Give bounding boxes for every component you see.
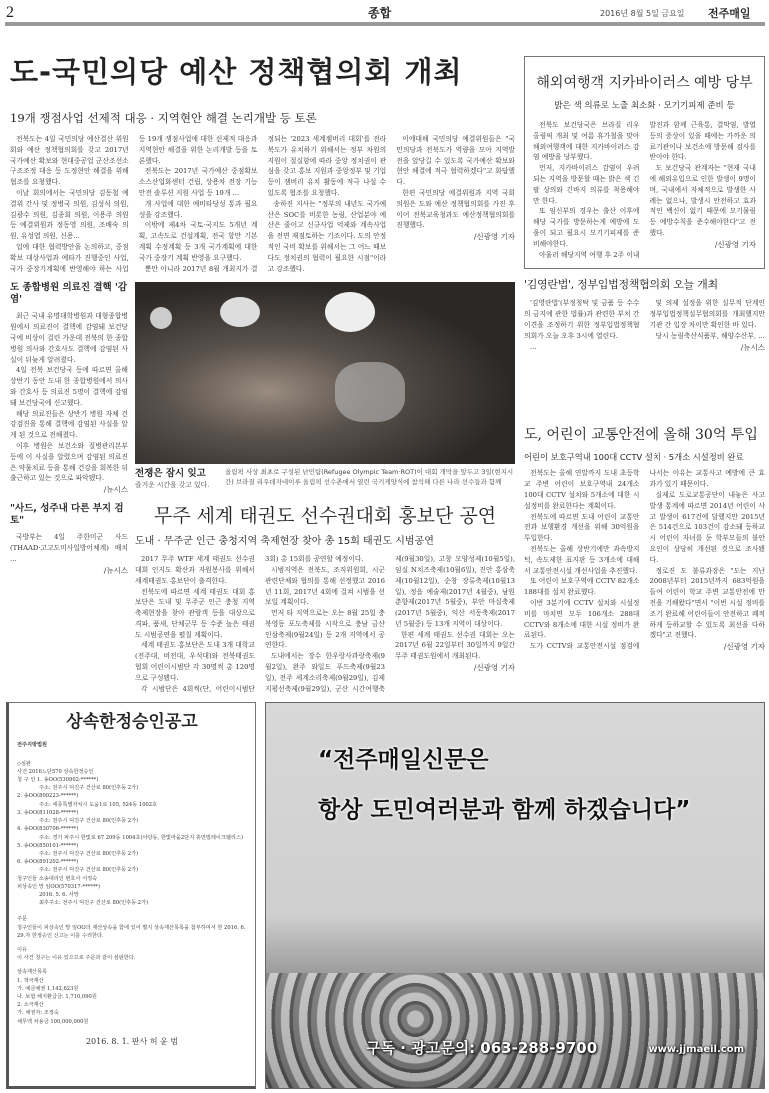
paragraph: 전북도는 올해 상반기에만 과속방지턱, 속도제한 표지판 등 3개소에 대해서 교통안전시설 개선사업을 추진했다. [524,544,640,575]
paragraph: 3. 송OO(811028-******) [17,809,79,816]
paragraph: 이에대해 국민의당 예결위원들은 "국민의당과 전북도가 역량을 모아 지역발전을 앞당길 수 있도록 국가예산 확보와 현안 해결에 적극 협력하겠다"고 화답했다. [396,135,515,187]
right-area [524,44,765,694]
page-content [0,44,769,1091]
paragraph: 1. 적극재산 [17,977,44,984]
middle-row [10,282,515,495]
taekwondo-article [135,503,515,694]
paragraph: 업에 대한 협력방안을 논의하고, 중점 확보 대상사업과 예타가 진행중인 사업, 국가 중장기계획에 반영해야 하는 사업 등 19개 쟁점사업에 대한 선제적 대응과 지역현안 해결을 위한 논리개발 등을 토론했다. [10,135,258,273]
ad-slogan-line1: “전주매일신문은 [318,747,489,774]
left-area [10,44,515,694]
notice-reason-heading: 이유 [17,946,28,953]
ad-slogan-line2: 항상 도민여러분과 함께 하겠습니다” [318,797,691,824]
taekwondo-headline: 무주 세계 태권도 선수권대회 홍보단 공연 [153,505,497,528]
paragraph: 2017 무주 WTF 세계 태권도 선수권대회 인지도 확산과 자원봉사를 위해서 세계태권도 홍보단이 출격한다. [135,555,255,585]
tb-body [10,311,128,495]
paragraph: 전북도는 2017년 국가예산 중점확보 소스산업화센터 건립, 상용차 전장 기능안전 솔루션 지원 사업 등 19개 ... [138,167,258,197]
sign-placard [150,307,172,329]
paragraph: 전북도 보건당국은 브라질 리우 올림픽 개최 및 여름 휴가철을 맞아 해외여행객에 대한 지카바이러스 감염 예방을 당부했다. [533,121,640,162]
sign-placard [220,297,260,327]
ad-contact: 구독 · 광고문의: 063-288-9700 [366,1039,598,1057]
notice-court: 전주지방법원 [17,742,48,749]
paragraph-list [17,977,247,1026]
paragraph: 주소: 전주시 덕진구 건산로 80(인후동 2가) [39,818,139,825]
crowd-figure [335,362,405,422]
bottom-section [0,694,769,1091]
byline: /신광영 기자 [714,239,756,249]
ad-url[interactable]: www.jjmaeil.com [648,1044,744,1055]
photo-caption-left [135,467,217,490]
notice-order: 청구인들이 피상속인 망 임OO의 재산상속을 함에 있어 별지 상속재산목록을 첨부하여서 한 2016. 6. 29.자 한정승인 신고는 이를 수리한다. [17,924,246,939]
paragraph: 당시 농림축산식품부, 해양수산부, ... [655,331,765,340]
main-subheadline: 19개 쟁점사업 선제적 대응 · 지역현안 해결 논리개발 등 토론 [10,111,317,125]
cctv-subheadline: 어린이 보호구역내 100대 CCTV 설치 · 5개소 시설정비 완료 [524,452,744,463]
news-photo [135,282,515,464]
notice-order-heading: 주문 [17,916,28,923]
paragraph: 이밖에 제4차 국토·국지도 5개년 계획, 고속도로 건설계획, 전국 항만 기본계획 수정계획 등 3개 국가계획에 대한 국가 중장기 계획 반영을 요구했다. [138,221,258,262]
paragraph: 주소: 경기 파주시 한빛로 67 209동 1004호(야당동, 한빛마을2단지 휴먼빌레이크팰리스) [39,834,243,841]
byline: /뉴시스 [103,565,128,575]
paragraph: 주소: 전주시 덕진구 건산로 80(인후동 2가) [39,785,139,792]
notice-case-line: 사건 2016느단570 상속한정승인 [17,768,94,775]
paragraph: 이번 3분기에 CCTV 설치와 시설정비를 마치면 모두 106개소 288대 CCTV와 8개소에 대한 시설 정비가 완료된다. [524,598,640,640]
zika-subheadline: 밝은 색 의류로 노출 최소화 · 모기기피제 준비 등 [554,101,735,111]
notice-reason: 이 사건 청구는 이유 있으므로 주문과 같이 심판한다. [17,955,136,962]
photo-block [135,282,515,495]
paragraph: 이날 회의에서는 국민의당 김동철 예결위 간사 및 정병국 의원, 김성식 의원, 김광수 의원, 김종회 의원, 이용주 의원 등 예결위원과 정동영 의원, 조배숙 의원, 유성엽 의원, 신용... [10,188,129,241]
tb-article [10,282,128,495]
kim-article [524,277,765,417]
paragraph: 개 사업에 대한 예비타당성 통과 필요성을 강조했다. [138,199,258,219]
paragraph: 청구인들 소송대리인 변호사 서정숙 [17,875,98,882]
thaad-article [10,503,128,694]
paragraph: 채무액 차용금 100,000,000원 [17,1018,89,1025]
main-headline: 도-국민의당 예산 정책협의회 개최 [10,55,463,89]
paragraph: 전북도는 올해 연말까지 도내 초등학교 주변 어린이 보호구역내 24개소 100대 CCTV 설치와 5개소에 대한 시설정비를 완료한다는 계획이다. [524,469,640,510]
paragraph: 한편 세계 태권도 선수권 대회는 오는 2017년 6월 22일부터 30일까지 9일간 무주 태권도원에서 개최된다. [395,630,515,661]
paragraph: 아울러 해당지역 여행 후 2주 이내 발진과 함께 근육통, 결막염, 발열 등의 증상이 있을 때에는 가까운 의료기관이나 보건소에 방문해 검사를 받아야 한다. [539,121,756,259]
zika-headline: 해외여행객 지카바이러스 예방 당부 [536,75,753,91]
paragraph: 전북도는 4일 국민의당 예산결산 위원회와 예산 정책협의회를 갖고 2017년 국가예산 확보와 현대중공업 군산조선소 구조조정 대응 등 도정현안 해결을 위해 협조를 요청했다. [10,135,129,187]
paragraph-list [17,776,247,907]
paragraph-list [10,532,128,564]
paragraph-list [10,134,515,274]
lower-row [10,503,515,694]
photo-caption-sub: 즐거운 시간을 갖고 있다. [135,481,210,490]
zika-article [524,56,765,269]
notice-signature: 2016. 8. 1. 판사 허 윤 범 [85,1036,179,1046]
paragraph: 및 의제 설정을 위한 실무적 단계인 정부입법정책실무협의회를 개최했지만 기관 간 입장 차이만 확인한 바 있다. [649,299,765,329]
paragraph: 4. 송OO(830706-******) [17,826,79,833]
byline: /뉴시스 [740,342,765,352]
paragraph: 실제로 도로교통공단이 내놓은 사고 발생 통계에 따르면 2014년 어린이 사고 발생이 617건에 달했지만 2015년은 514건으로 103건이 감소돼 등하교시 어린이 자녀를 둔 학부모들의 불안 요인이 상당히 개선된 것으로 조사됐다. [649,490,765,564]
photo-caption-title: 전쟁은 잠시 잊고 [135,468,206,480]
sign-placard [325,292,375,332]
paragraph: 2. 소극재산 [17,1002,44,1009]
paragraph: ... [530,342,537,351]
cctv-article [524,425,765,652]
paragraph: 또 어린이 보호구역에 CCTV 82개소 188대를 설치 완료했다. [524,577,640,597]
tb-headline: 도 종합병원 의료진 결핵 '감염' [10,282,128,306]
paragraph: 이후 병원은 보건소와 질병관리본부 등에 이 사실을 알렸으며 감염된 의료진은 약물치료 등을 통해 건강을 회복한 뒤 출근하고 있는 것으로 파악됐다. [10,441,129,483]
kim-body [524,298,765,352]
photo-caption-text: 올림픽 사상 최초로 구성된 난민팀(Refugee Olympic Team·ROT)이 대회 개막을 앞두고 3일(현지시간) 브라질 리우데자네이루 올림픽 선수촌에서 열린 국기게양식에 참석해 다른 나라 선수들과 함께 [225,468,514,487]
paragraph-list [524,468,765,652]
taekwondo-body [135,554,515,694]
paragraph: 송하진 지사는 "정부의 내년도 국가예산은 SOC를 비롯한 농림, 산업분야 예산은 줄이고 신규사업 억제와 계속사업을 전면 재점토하는 기조이다. 도의 안정적인 국비 확보를 위해서는 그 어느 때보다도 정치권의 협력이 필요한 시점"이라고 강조했다. [267,199,387,273]
paragraph: 한편 국민의당 예결위원과 지역 국회의원은 도와 예산 정책협의회를 가진 후 이어 전북교육청과도 예산정책협의회를 진행했다. [396,188,515,230]
cctv-headline: 도, 어린이 교통안전에 올해 30억 투입 [524,427,758,444]
newspaper-brand: 전주매일 [708,7,751,20]
issue-date: 2016년 8월 5일 금요일 [600,9,685,18]
paragraph: 주소: 전주시 덕진구 건산로 80(인후동 2가) [39,850,139,857]
paragraph-list [135,554,515,694]
paragraph: 주소: 전주시 덕진구 건산로 80(인후동 2가) [39,867,139,874]
main-article-body [10,134,515,274]
paragraph: 나. 보험 해지환급금: 1,710,090원 [17,993,97,1000]
paragraph: 도가 CCTV와 교통안전시설 점검에 나서는 이유는 교통사고 예방에 큰 효과가 있기 때문이다. [530,469,765,651]
paragraph: 전북도에 따르면 도내 어린이 교통안전과 보행환경 개선을 위해 30억원을 투입한다. [524,512,640,543]
paragraph: 가. 채권자: 조정숙 [17,1010,59,1017]
paragraph: 시범지역은 전북도, 조직위원회, 시군 관련단체와 협의를 통해 선정했고 2016년 11회, 2017년 4회에 걸쳐 시범을 선보일 계획이다. [265,565,385,607]
page-number: 2 [6,4,14,21]
header-divider [5,22,765,26]
paragraph: 4일 전북 보건당국 등에 따르면 올해 상반기 동안 도내 한 종합병원에서 의사와 간호사 등 의료진 5명이 결핵에 감염돼 보건당국에 신고했다. [10,366,128,407]
notice-case-heading: ◇심판 [17,760,32,767]
thaad-body [10,532,128,575]
thaad-headline: "사드, 성주내 다른 부지 검토" [10,503,124,527]
paragraph: 도내에서는 장수 한우랑사과랑축제(9월2일), 완주 와일드 푸드축제(9월23일), 전주 세계소리축제(9월29일), 김제 지평선축제(9월29일), 군산 시간여행축제(9월30일), 고창 모양성제(10월5일), 임실 N치즈축제(10월6일), 진안 홍삼축제(10월12일), 순창 장류축제(10월13일), 정읍 예술제(2017년 4월중), 남원 춘향제(2017년 5월중), 부안 마실축제(2017년 5월중), 익산 서동축제(2017년 5월중) 등 13개 지역이 대상이다. [265,555,515,693]
paragraph: 정로진 도 불류과장은 "도는 지난 2008년부터 2015년까지 683억원을 들여 어린이 학교 주변 교통안전에 만전을 기해왔다"면서 "이번 시설 정비를 조기 완료해 어린이들이 안전하고 쾌적하게 등하교할 수 있도록 최선을 다하겠다"고 전했다. [649,566,765,640]
notice-title: 상속한정승인공고 [66,712,198,733]
paragraph: 뿐만 아니라 2017년 8월 개최지가 결정되는 '2023 세계잼버리 대회'를 전라북도가 유치하기 위해서는 정부 차원의 지원이 절실함에 따라 중앙 정치권이 관심을 갖고 홍보 지원과 중앙정부 및 기업 등이 잼버리 유치 활동에 적극 나설 수 있도록 협조를 요청했다. [144,135,387,273]
paragraph: 청 구 인 1. 송OO(530902-******) [17,777,99,784]
byline: /신광영 기자 [723,642,765,652]
paragraph: 해당 의료진들은 상반기 병원 자체 건강검진을 통해 결핵에 감염된 사실을 알게 된 것으로 전해졌다. [10,409,128,440]
legal-notice [6,702,256,1089]
newspaper-ad [265,702,765,1089]
sunflower-image [266,973,764,1088]
news-section [0,44,769,694]
section-name: 종합 [368,6,392,20]
paragraph: 6. 송OO(891202-******) [17,859,79,866]
paragraph: 최후주소: 전주시 덕진구 건산로 80(인후동 2가) [39,900,149,907]
paragraph-list [10,311,128,484]
kim-headline: '김영란법', 정부입법정책협의회 오늘 개최 [524,278,718,292]
paragraph: 먼저, 지카바이러스 감염이 우려되는 지역을 방문할 때는 밝은 색 긴팔 상의와 긴바지 의류를 착용해야만 한다. [533,164,640,205]
paragraph: 각 시범단은 4회씩(단, 어린이시범단 3회) 총 15회를 공연할 예정이다. [141,555,364,693]
paragraph: 최근 국내 유명대학병원과 대형종합병원에서 의료진이 결핵에 감염돼 보건당국에 비상이 걸린 가운데 전북의 한 종합병원 의사와 간호사도 결핵에 감염된 사실이 뒤늦게 알려졌다. [10,312,129,364]
photo-caption [135,467,515,490]
paragraph: 도 보건당국 관계자는 "현재 국내에 해외유입으로 인한 발생이 9명이며, 국내에서 자체적으로 발생한 사례는 없으나, 발생시 안전하고 효과적인 백신이 없기 때문에 모기물림 등 예방수칙을 준수해야한다"고 전했다. [649,164,756,237]
paragraph: '김영란법'(부정청탁 및 금품 등 수수의 금지에 관한 법률)과 관련한 부처 간 이견을 조정하기 위한 정부입법정책협의회가 오늘 오후 3시에 열린다. [524,299,640,340]
paragraph: 가. 예금채권 1,142,623원 [17,985,79,992]
paragraph: 전북도에 따르면 세계 태권도 대회 홍보단은 도내 및 무주군 인근 충청 지역 축제현장을 찾아 관람객 등을 대상으로 격파, 품새, 단체군무 등 수준 높은 태권도 시범공연을 펼칠 계획이다. [135,587,255,639]
zika-body [533,120,756,260]
byline: /신광영 기자 [473,663,515,673]
paragraph: 국방부는 4일 주한미군 사드(THAAD·고고도미사일방어체계) 배치 ... [10,533,128,563]
notice-list-heading: 상속재산목록 [17,969,48,976]
paragraph: 5. 송OO(850101-******) [17,842,79,849]
byline: /신광영 기자 [473,232,515,242]
paragraph: 또 임신부의 경우는 출산 이후에 해당 국가를 방문하는게 예방에 도움이 되고 필요시 모기기피제를 준비해야한다. [533,207,640,248]
cctv-body [524,468,765,652]
paragraph: 2. 송OO(800223-******) [17,793,79,800]
paragraph: 먼저 타 지역으로는 오는 8월 25일 충북영동 포도축제를 시작으로 충남 금산 인삼축제(9월24일) 등 2개 지역에서 공연한다. [265,609,385,650]
paragraph: 주소: 세종특별자치시 도움1로 105, 524동 1002호 [39,801,158,808]
byline: /뉴시스 [103,485,128,495]
paragraph: 2016. 5. 6. 사망 [39,891,79,898]
paragraph: 피상속인 망 임OO(570317-******) [17,883,101,890]
taekwondo-subheadline: 도내 · 무주군 인근 충청지역 축제현장 찾아 총 15회 태권도 시범공연 [135,536,434,548]
paragraph: 세계 태권도 홍보단은 도내 3개 대학교(전주대, 비전대, 우석대)와 전북태권도협회 어린이시범단 각 30명씩 총 120명으로 구성됐다. [135,641,255,682]
